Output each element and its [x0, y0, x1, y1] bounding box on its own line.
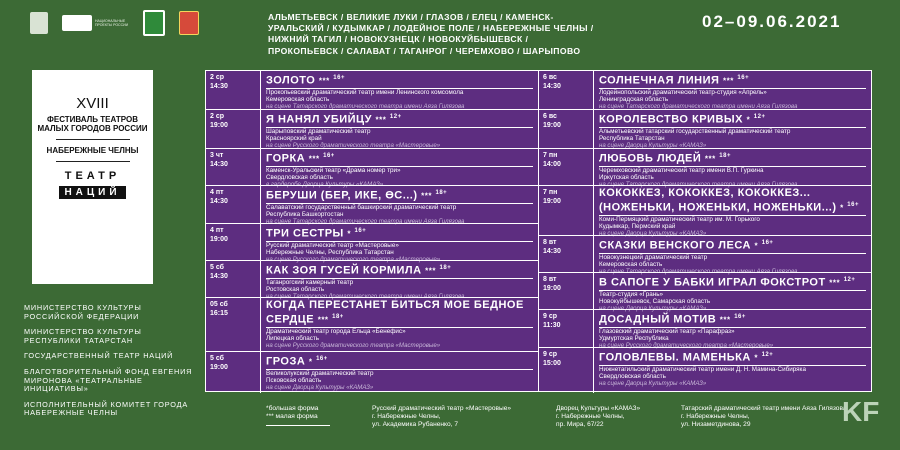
age-rating: 12+	[843, 277, 856, 283]
address-city: г. Набережные Челны,	[372, 412, 441, 420]
schedule-row	[539, 109, 871, 148]
ministry-emblem	[30, 12, 48, 34]
event-datetime	[206, 352, 261, 393]
brand-bottom: НАЦИЙ	[59, 186, 125, 199]
event-venue: на сцене Русского драматического театра «Мастеровые»	[266, 142, 441, 150]
event-title: ГОРКА	[266, 152, 306, 165]
form-mark: ***	[421, 191, 432, 201]
address-city: г. Набережные Челны,	[556, 412, 625, 420]
event-time: 19:00	[543, 121, 561, 129]
event-day: 8 вт	[543, 276, 557, 283]
legend-big-form: *большая форма	[266, 405, 319, 412]
event-title: ГРОЗА	[266, 355, 306, 368]
event-theatre: Салаватский государственный башкирский драматический театр	[266, 204, 457, 212]
schedule-row	[206, 148, 538, 189]
form-mark: ***	[375, 115, 387, 125]
event-venue: на сцене Русского драматического театра «Мастеровые»	[266, 256, 441, 264]
event-day: 2 ср	[210, 74, 225, 81]
event-venue: на сцене Русского драматического театра «Мастеровые»	[599, 342, 774, 350]
event-day: 6 вс	[543, 74, 557, 81]
event-day: 7 пн	[543, 152, 558, 159]
event-datetime	[206, 186, 261, 223]
event-day: 4 пт	[210, 227, 224, 234]
age-rating: 12+	[761, 352, 774, 358]
age-rating: 18+	[719, 153, 731, 159]
event-title: ЛЮБОВЬ ЛЮДЕЙ	[599, 152, 702, 165]
event-time: 19:00	[210, 363, 228, 371]
schedule-row	[206, 109, 538, 148]
event-day: 5 сб	[210, 355, 224, 362]
participating-cities: АЛЬМЕТЬЕВСК / ВЕЛИКИЕ ЛУКИ / ГЛАЗОВ / ЕЛЕЦ / КАМЕНСК-УРАЛЬСКИЙ / КУДЫМКАР / ЛОДЕЙНОЕ ПОЛЕ / НАБЕРЕЖНЫЕ ЧЕЛНЫ / НИЖНИЙ ТАГИЛ / НОВОКУЗНЕЦК / НОВОКУЙБЫШЕВСК / ПРОКОПЬЕВСК / САЛАВАТ / ТАГАНРОГ / ЧЕРЕМХОВО / ШАРЫПОВО	[268, 12, 594, 56]
event-info	[261, 298, 538, 351]
organizer-item: ГОСУДАРСТВЕННЫЙ ТЕАТР НАЦИЙ	[24, 351, 174, 361]
form-mark: *	[347, 229, 351, 239]
event-theatre: Новокузнецкий драматический театр	[599, 254, 708, 262]
event-venue: на сцене Дворца Культуры «КАМАЗ»	[599, 380, 707, 388]
organizers-list	[24, 304, 194, 425]
legend-small-form: *** малая форма	[266, 412, 318, 420]
national-project-logo	[62, 15, 129, 31]
event-time: 14:30	[210, 160, 228, 168]
event-info	[261, 261, 538, 301]
age-rating: 18+	[435, 190, 448, 196]
age-rating: 16+	[847, 201, 859, 208]
event-datetime	[539, 348, 594, 393]
event-datetime	[539, 71, 594, 109]
event-title: КАК ЗОЯ ГУСЕЙ КОРМИЛА	[266, 264, 422, 277]
event-theatre: Лодейнопольский драматический театр-студия «Апрель»	[599, 89, 767, 97]
event-title-line	[266, 226, 533, 242]
event-time: 16:15	[210, 309, 228, 317]
age-rating: 12+	[753, 114, 766, 120]
event-theatre: Нижнетагильский драматический театр имени Д. Н. Мамина-Сибиряка	[599, 366, 806, 374]
form-mark: ***	[317, 315, 329, 325]
event-venue: на сцене Русского драматического театра «Мастеровые»	[266, 341, 441, 349]
event-theatre: Коми-Пермяцкий драматический театр им. М. Горького	[599, 215, 760, 223]
tatarstan-icon	[143, 10, 165, 36]
festival-edition: XVIII	[76, 95, 109, 112]
event-theatre: Глазовский драматический театр «Парафраз»	[599, 328, 735, 336]
event-datetime	[539, 310, 594, 347]
event-time: 14:30	[210, 272, 228, 280]
national-project-label: НАЦИОНАЛЬНЫЕ ПРОЕКТЫ РОССИИ	[95, 19, 129, 27]
event-region: Свердловская область	[266, 174, 333, 182]
schedule-row	[539, 347, 871, 393]
event-region: Удмуртская Республика	[599, 335, 669, 343]
event-venue: на сцене Дворца Культуры «КАМАЗ»	[599, 305, 707, 313]
age-rating: 16+	[354, 228, 367, 234]
event-region: Кемеровская область	[266, 96, 330, 104]
event-info	[594, 310, 871, 350]
age-rating: 18+	[439, 265, 452, 271]
schedule-row	[539, 235, 871, 276]
event-theatre: Шарыповский драматический театр	[266, 128, 371, 136]
event-region: Красноярский край	[266, 135, 322, 143]
national-project-icon	[62, 15, 92, 31]
form-mark: ***	[308, 154, 320, 164]
event-theatre: Альметьевский татарский государственный драматический театр	[599, 128, 791, 136]
event-info	[594, 273, 871, 313]
event-title-line	[599, 112, 866, 128]
event-theatre: Каменск-Уральский театр «Драма номер три»	[266, 167, 401, 175]
event-venue: на сцене Дворца Культуры «КАМАЗ»	[599, 229, 707, 237]
event-info	[261, 224, 538, 264]
event-region: Иркутская область	[599, 174, 654, 182]
event-title-line	[599, 275, 866, 291]
event-title: ЗОЛОТО	[266, 74, 316, 87]
event-title-line	[266, 112, 533, 128]
event-day: 4 пт	[210, 189, 224, 196]
event-region: Свердловская область	[599, 373, 666, 381]
event-venue: на сцене Дворца Культуры «КАМАЗ»	[599, 142, 707, 150]
form-mark: ***	[722, 76, 734, 86]
event-title: ТРИ СЕСТРЫ	[266, 227, 344, 240]
event-title-line	[599, 151, 866, 167]
festival-city: НАБЕРЕЖНЫЕ ЧЕЛНЫ	[46, 146, 139, 155]
event-venue: на сцене Татарского драматического театра имени Аяза Гилязова	[266, 218, 465, 226]
age-rating: 16+	[316, 356, 328, 362]
event-datetime	[206, 224, 261, 260]
brand-top: ТЕАТР	[64, 170, 121, 182]
event-title-line	[266, 263, 533, 279]
schedule-row	[539, 148, 871, 189]
event-info	[261, 110, 538, 148]
event-day: 5 сб	[210, 264, 224, 271]
event-info	[261, 149, 538, 189]
event-day: 2 ср	[210, 113, 225, 120]
kf-watermark: KF	[842, 396, 880, 427]
legend	[266, 405, 330, 426]
event-title: СОЛНЕЧНАЯ ЛИНИЯ	[599, 74, 720, 87]
event-venue: на сцене Дворца Культуры «КАМАЗ»	[266, 384, 374, 392]
poster-divider	[56, 139, 130, 140]
event-time: 14:30	[210, 82, 228, 90]
event-datetime	[539, 186, 594, 235]
event-datetime	[206, 110, 261, 148]
poster-divider	[56, 161, 130, 162]
event-datetime	[206, 298, 261, 351]
event-venue: на сцене Татарского драматического театра имени Аяза Гилязова	[266, 293, 465, 301]
form-mark: *	[840, 203, 844, 213]
organizer-item: БЛАГОТВОРИТЕЛЬНЫЙ ФОНД ЕВГЕНИЯ МИРОНОВА «ТЕАТРАЛЬНЫЕ ИНИЦИАТИВЫ»	[24, 366, 193, 394]
event-datetime	[539, 149, 594, 185]
address-masterovye	[372, 405, 511, 428]
event-time: 14:30	[543, 247, 561, 255]
event-day: 9 ср	[543, 351, 558, 358]
event-datetime	[539, 273, 594, 309]
event-theatre: Таганрогский камерный театр	[266, 279, 354, 287]
schedule-row	[206, 71, 538, 109]
event-region: Кемеровская область	[599, 261, 663, 269]
city-emblem-icon	[179, 11, 199, 35]
event-region: Ленинградская область	[599, 96, 669, 104]
schedule-row	[539, 185, 871, 235]
event-theatre: Великолукский драматический театр	[266, 370, 374, 378]
address-name: Дворец Культуры «КАМАЗ»	[556, 405, 641, 412]
event-venue: на сцене Татарского драматического театра имени Аяза Гилязова	[266, 103, 465, 111]
schedule-row	[539, 309, 871, 350]
form-mark: *	[746, 115, 751, 125]
event-time: 19:00	[210, 235, 228, 243]
eagle-emblem-icon	[30, 12, 48, 34]
event-region: Республика Татарстан	[599, 135, 665, 143]
event-title-line	[266, 151, 533, 167]
city-emblem	[179, 11, 199, 35]
event-region: Кудымкар, Пермский край	[599, 222, 676, 230]
event-theatre: Прокопьевский драматический театр имени Ленинского комсомола	[266, 89, 464, 97]
event-info	[261, 71, 538, 109]
event-day: 6 вс	[543, 113, 557, 120]
schedule-table	[205, 70, 872, 392]
event-day: 7 пн	[543, 189, 558, 196]
festival-dates: 02–09.06.2021	[702, 12, 842, 31]
event-info	[594, 110, 871, 148]
age-rating: 16+	[737, 75, 750, 81]
event-time: 14:00	[543, 160, 561, 168]
festival-name: ФЕСТИВАЛЬ ТЕАТРОВ МАЛЫХ ГОРОДОВ РОССИИ	[37, 115, 148, 133]
form-mark: *	[308, 357, 313, 367]
form-mark: ***	[704, 154, 716, 164]
event-title: Я НАНЯЛ УБИЙЦУ	[266, 113, 372, 126]
age-rating: 12+	[389, 114, 402, 120]
schedule-row	[206, 260, 538, 301]
event-datetime	[539, 110, 594, 148]
event-theatre: Русский драматический театр «Мастеровые»	[266, 242, 399, 250]
event-title: В САПОГЕ У БАБКИ ИГРАЛ ФОКСТРОТ	[599, 276, 826, 289]
age-rating: 16+	[761, 240, 774, 246]
event-title-line	[599, 188, 866, 216]
form-mark: *	[754, 241, 759, 251]
event-info	[261, 352, 538, 393]
event-datetime	[206, 71, 261, 109]
schedule-row	[206, 351, 538, 393]
event-title-line	[599, 73, 866, 89]
event-region: Ростовская область	[266, 286, 325, 294]
schedule-row	[539, 71, 871, 109]
event-region: Набережные Челны, Республика Татарстан	[266, 249, 394, 257]
address-name: Татарский драматический театр имени Аяза Гилязова	[681, 405, 847, 412]
event-theatre: Черемховский драматический театр имени В.П. Гуркина	[599, 167, 764, 175]
event-info	[594, 149, 871, 189]
event-title: ДОСАДНЫЙ МОТИВ	[599, 313, 717, 326]
event-title-line	[266, 73, 533, 89]
event-theatre: Драматический театр города Ельца «Бенефис»	[266, 327, 406, 335]
event-datetime	[539, 236, 594, 272]
event-title-line	[266, 188, 533, 204]
event-title: ГОЛОВЛЕВЫ. МАМЕНЬКА	[599, 351, 751, 364]
form-mark: ***	[318, 76, 330, 86]
event-day: 3 чт	[210, 152, 224, 159]
address-street: ул. Академика Рубаненко, 7	[372, 420, 458, 428]
event-time: 14:30	[210, 197, 228, 205]
address-kamaz	[556, 405, 640, 428]
festival-poster	[32, 70, 153, 284]
form-mark: ***	[425, 266, 436, 276]
schedule-row	[539, 272, 871, 313]
age-rating: 16+	[323, 153, 335, 159]
address-street: пр. Мира, 67/22	[556, 420, 604, 428]
event-title-line	[599, 312, 866, 328]
event-time: 14:30	[543, 82, 561, 90]
event-info	[594, 71, 871, 109]
organizer-item: МИНИСТЕРСТВО КУЛЬТУРЫ РЕСПУБЛИКИ ТАТАРСТАН	[24, 327, 142, 345]
event-time: 19:00	[210, 121, 228, 129]
event-venue: на сцене Татарского драматического театра имени Аяза Гилязова	[599, 181, 798, 189]
event-title-line	[266, 354, 533, 370]
organizer-item: МИНИСТЕРСТВО КУЛЬТУРЫ РОССИЙСКОЙ ФЕДЕРАЦИИ	[24, 303, 142, 321]
event-theatre: Театр-студия «Грань»	[599, 291, 664, 299]
event-info	[261, 186, 538, 226]
event-title: БЕРУШИ (БЕР, ИКЕ, ӨС...)	[266, 189, 418, 202]
event-day: 05 сб	[210, 301, 228, 308]
legend-underline	[266, 425, 330, 426]
event-region: Новокуйбышевск, Самарская область	[599, 298, 711, 306]
event-region: Псковская область	[266, 377, 322, 385]
event-info	[594, 348, 871, 393]
event-venue: в гардеробе Дворца Культуры «КАМАЗ»	[266, 181, 384, 189]
event-datetime	[206, 149, 261, 185]
schedule-row	[206, 297, 538, 351]
age-rating: 16+	[734, 314, 746, 320]
event-time: 19:00	[543, 197, 561, 205]
schedule-row	[206, 223, 538, 264]
partner-logos	[30, 10, 199, 36]
event-info	[594, 186, 871, 235]
event-title-line	[599, 238, 866, 254]
form-mark: ***	[719, 315, 731, 325]
event-datetime	[206, 261, 261, 297]
age-rating: 18+	[332, 313, 344, 320]
event-time: 19:00	[543, 284, 561, 292]
form-mark: ***	[829, 278, 841, 288]
event-venue: на сцене Татарского драматического театра имени Аяза Гилязова	[599, 103, 798, 111]
tatarstan-logo	[143, 10, 165, 36]
address-name: Русский драматический театр «Мастеровые»	[372, 405, 512, 412]
address-city: г. Набережные Челны,	[681, 412, 750, 420]
event-time: 11:30	[543, 321, 561, 329]
schedule-row	[206, 185, 538, 226]
event-day: 8 вт	[543, 239, 557, 246]
event-info	[594, 236, 871, 276]
age-rating: 16+	[333, 75, 345, 81]
event-region: Липецкая область	[266, 334, 320, 342]
event-venue: на сцене Татарского драматического театра имени Аяза Гилязова	[599, 268, 798, 276]
organizer-item: ИСПОЛНИТЕЛЬНЫЙ КОМИТЕТ ГОРОДА НАБЕРЕЖНЫЕ ЧЕЛНЫ	[24, 399, 188, 418]
event-title: КОКОККЕЗ, КОКОККЕЗ, КОКОККЕЗ... (НОЖЕНЬКИ, НОЖЕНЬКИ, НОЖЕНЬКИ...)	[599, 187, 837, 214]
event-day: 9 ср	[543, 313, 558, 320]
event-title-line	[599, 350, 866, 366]
form-mark: *	[754, 353, 758, 363]
event-time: 15:00	[543, 359, 561, 367]
event-title: СКАЗКИ ВЕНСКОГО ЛЕСА	[599, 239, 751, 252]
event-region: Республика Башкортостан	[266, 211, 344, 219]
address-gilyazov	[681, 405, 847, 428]
address-street: ул. Низаметдинова, 29	[681, 420, 751, 428]
event-title: КОРОЛЕВСТВО КРИВЫХ	[599, 113, 744, 126]
event-title: КОГДА ПЕРЕСТАНЕТ БИТЬСЯ МОЕ БЕДНОЕ СЕРДЦЕ	[266, 299, 524, 326]
event-title-line	[266, 300, 533, 328]
